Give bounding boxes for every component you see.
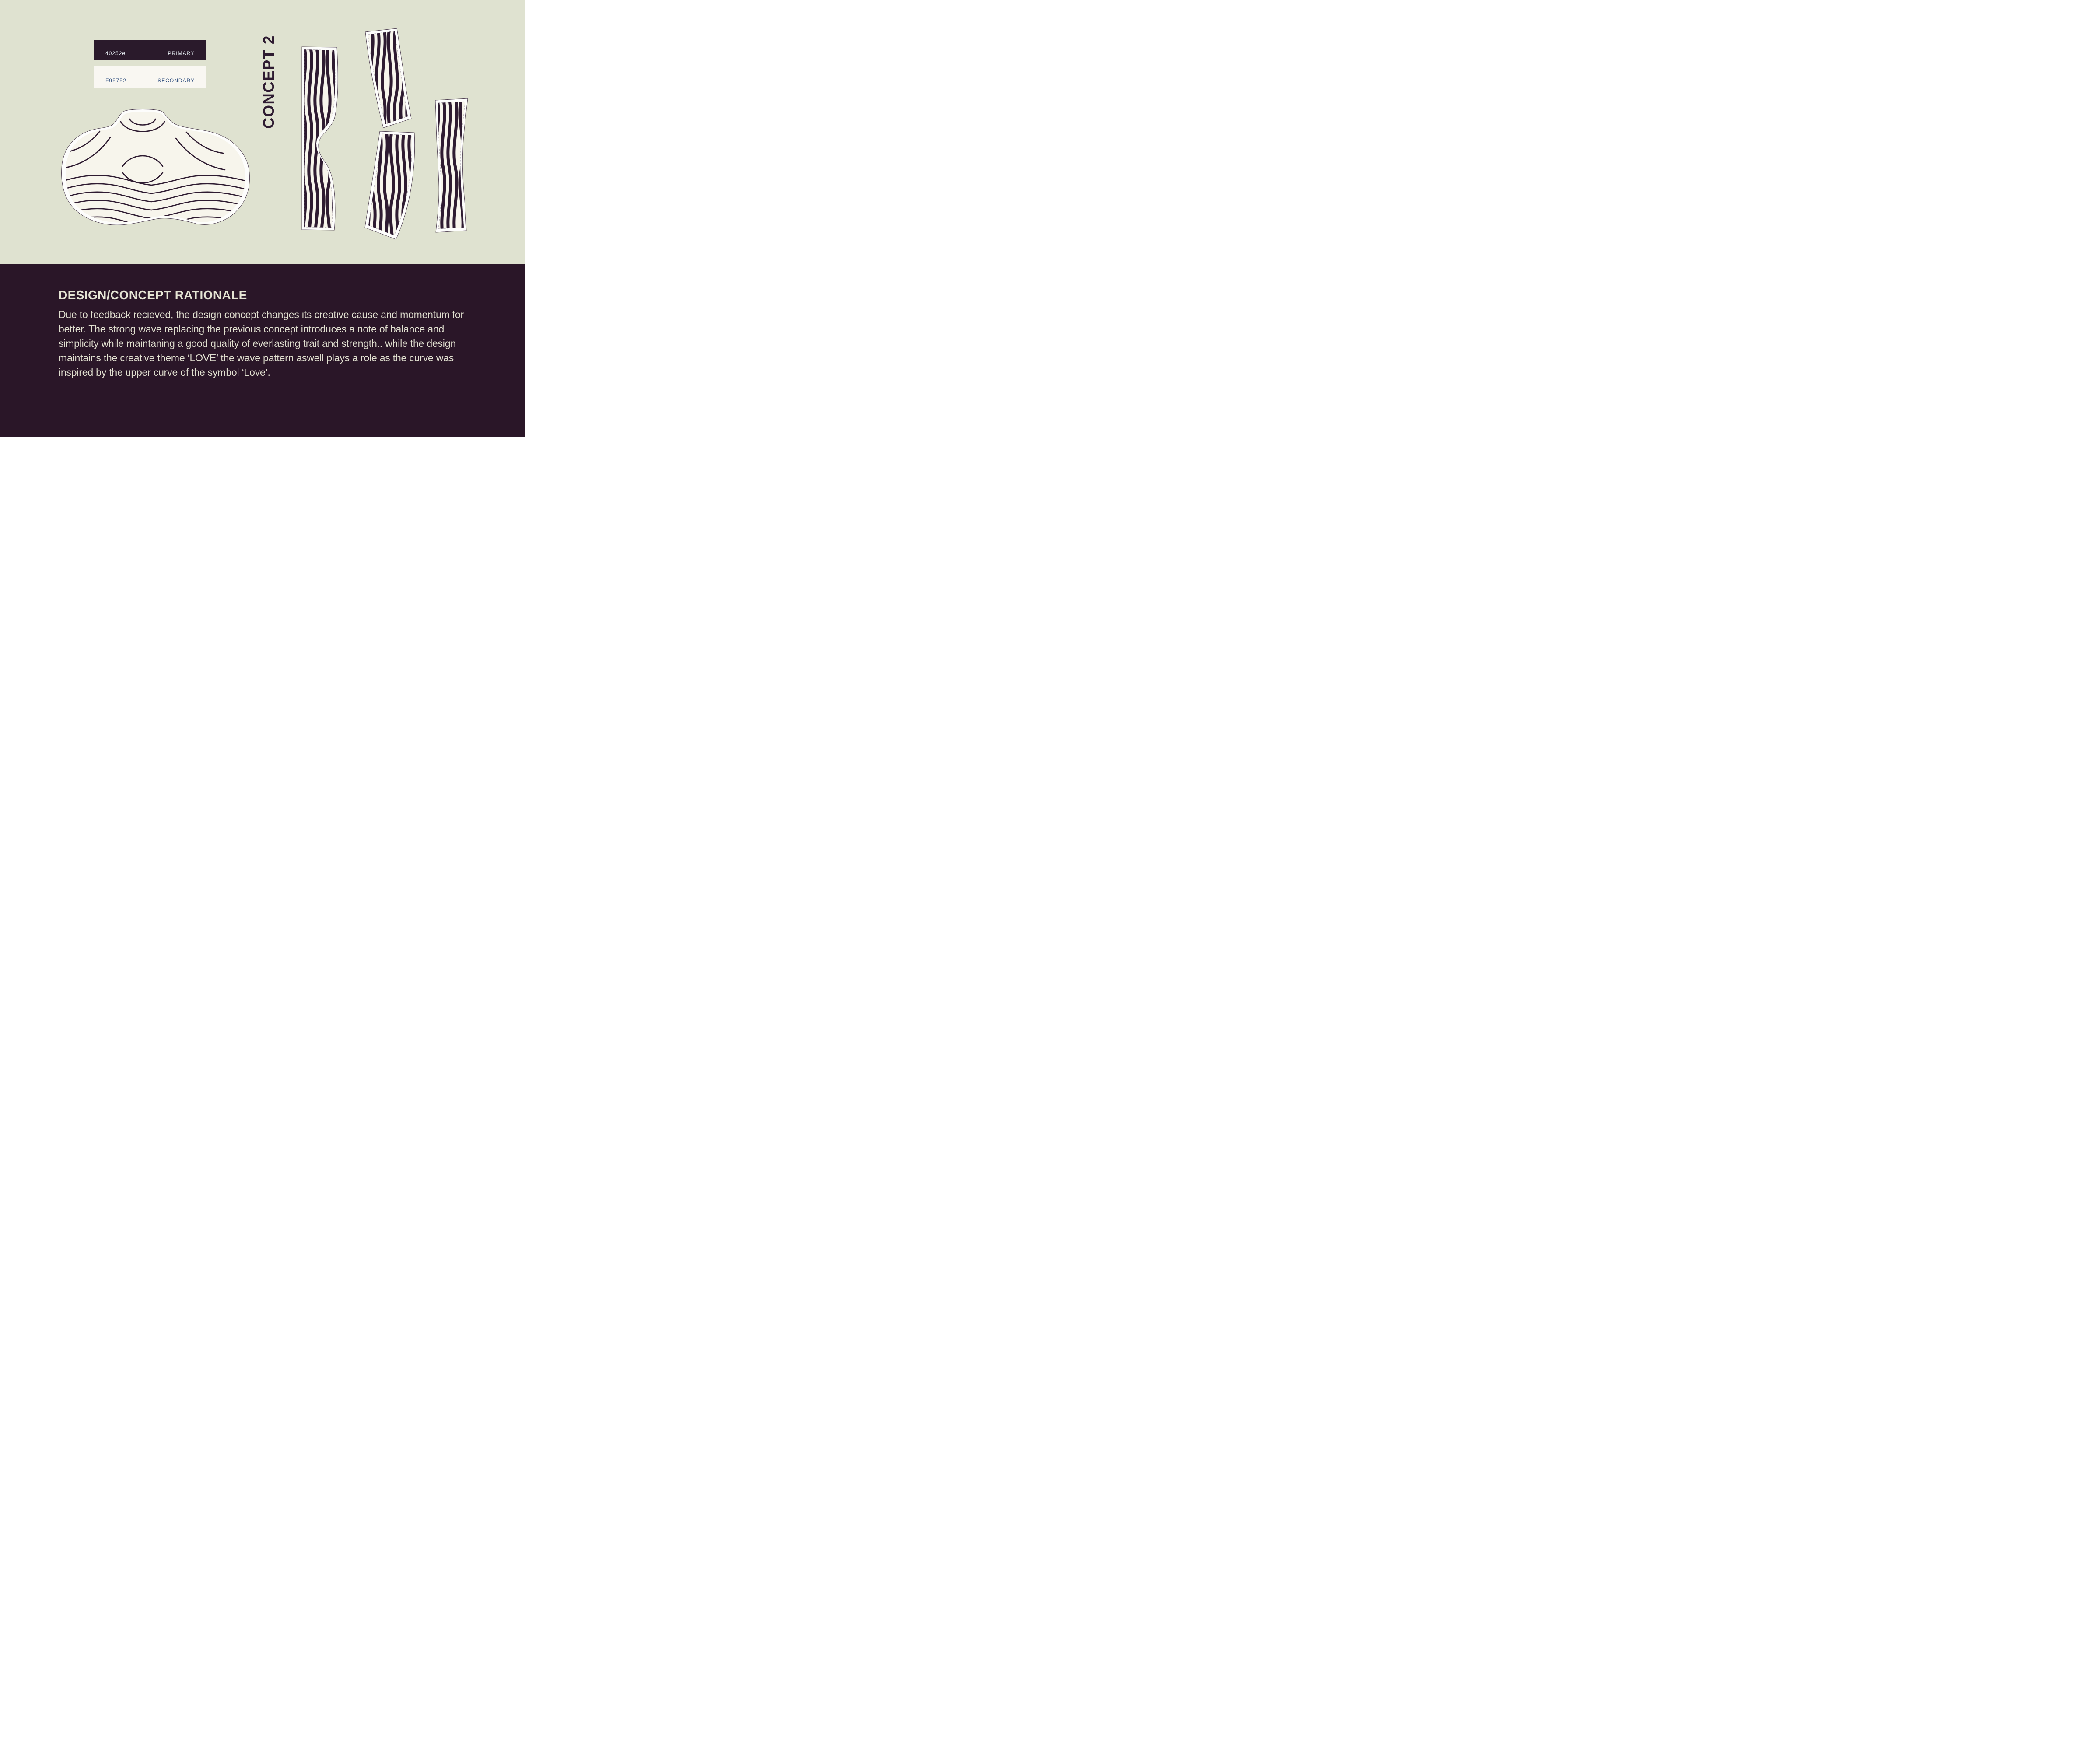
fabric-strip-middle-top	[362, 26, 414, 130]
rationale-section	[0, 264, 525, 438]
secondary-role-label: SECONDARY	[158, 77, 195, 84]
fabric-strip-middle-bottom	[364, 130, 419, 243]
concept-board	[0, 0, 525, 264]
primary-hex-label: 40252e	[105, 50, 126, 56]
secondary-hex-label: F9F7F2	[105, 77, 127, 84]
primary-role-label: PRIMARY	[168, 50, 195, 56]
concept-title-vertical	[261, 36, 277, 129]
design-presentation-page	[0, 0, 525, 438]
rationale-heading: DESIGN/CONCEPT RATIONALE	[59, 288, 247, 302]
rationale-body-text: Due to feedback recieved, the design concept changes its creative cause and momentum for better. The strong wave replacing the previous concept introduces a note of balance and simplicity while maintaning a good quality of everlasting trait and strength.. while the design maintains the creative theme ‘LOVE’ the wave pattern aswell plays a role as the curve was inspired by the upper curve of the symbol ‘Love’.	[59, 309, 464, 378]
concept-title-text: CONCEPT 2	[260, 35, 277, 129]
pattern-piece-main	[59, 107, 251, 234]
primary-color-swatch	[94, 40, 206, 60]
secondary-color-swatch	[94, 66, 206, 88]
fabric-strip-right	[434, 98, 469, 234]
fabric-strip-left	[301, 46, 339, 232]
